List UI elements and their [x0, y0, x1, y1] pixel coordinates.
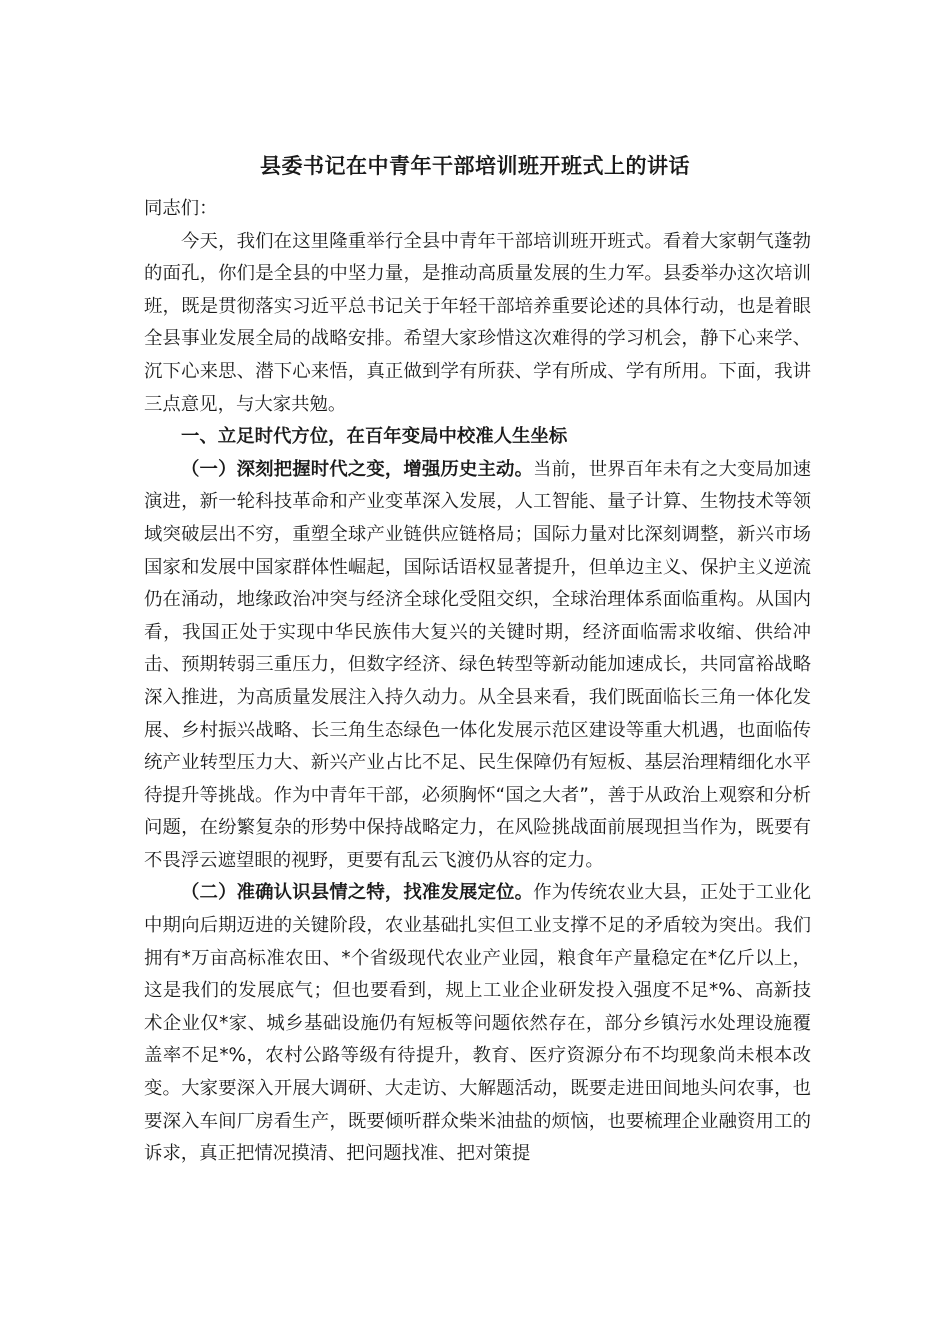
- intro-paragraph: 今天，我们在这里隆重举行全县中青年干部培训班开班式。看着大家朝气蓬勃的面孔，你们是全县的中坚力量，是推动高质量发展的生力军。县委举办这次培训班，既是贯彻落实习近平总书记关于年轻干部培养重要论述的具体行动，也是着眼全县事业发展全局的战略安排。希望大家珍惜这次难得的学习机会，静下心来学、沉下心来思、潜下心来悟，真正做到学有所获、学有所成、学有所用。下面，我讲三点意见，与大家共勉。: [144, 230, 811, 415]
- document-title: 县委书记在中青年干部培训班开班式上的讲话: [260, 154, 690, 178]
- subsection-text-1: 当前，世界百年未有之大变局加速演进，新一轮科技革命和产业变革深入发展，人工智能、量子计算、生物技术等领域突破层出不穷，重塑全球产业链供应链格局；国际力量对比深刻调整，新兴市场国家和发展中国家群体性崛起，国际话语权显著提升，但单边主义、保护主义逆流仍在涌动，地缘政治冲突与经济全球化受阻交织，全球治理体系面临重构。从国内看，我国正处于实现中华民族伟大复兴的关键时期，经济面临需求收缩、供给冲击、预期转弱三重压力，但数字经济、绿色转型等新动能加速成长，共同富裕战略深入推进，为高质量发展注入持久动力。从全县来看，我们既面临长三角一体化发展、乡村振兴战略、长三角生态绿色一体化发展示范区建设等重大机遇，也面临传统产业转型压力大、新兴产业占比不足、民生保障仍有短板、基层治理精细化水平待提升等挑战。作为中青年干部，必须胸怀“国之大者”，善于从政治上观察和分析问题，在纷繁复杂的形势中保持战略定力，在风险挑战面前展现担当作为，既要有不畏浮云遮望眼的视野，更要有乱云飞渡仍从容的定力。: [144, 458, 811, 871]
- subsection-lead-2: （二）准确认识县情之特，找准发展定位。: [181, 882, 534, 904]
- section-heading-1: 一、立足时代方位，在百年变局中校准人生坐标: [181, 426, 568, 448]
- document-body: [144, 193, 811, 1171]
- subsection-text-2: 作为传统农业大县，正处于工业化中期向后期迈进的关键阶段，农业基础扎实但工业支撑不足的矛盾较为突出。我们拥有*万亩高标准农田、*个省级现代农业产业园，粮食年产量稳定在*亿斤以上，这是我们的发展底气；但也要看到，规上工业企业研发投入强度不足*%、高新技术企业仅*家、城乡基础设施仍有短板等问题依然存在，部分乡镇污水处理设施覆盖率不足*%，农村公路等级有待提升，教育、医疗资源分布不均现象尚未根本改变。大家要深入开展大调研、大走访、大解题活动，既要走进田间地头问农事，也要深入车间厂房看生产，既要倾听群众柴米油盐的烦恼，也要梳理企业融资用工的诉求，真正把情况摸清、把问题找准、把对策提: [144, 882, 811, 1165]
- subsection-paragraph-2: [144, 877, 811, 1170]
- salutation: 同志们：: [144, 198, 218, 219]
- subsection-paragraph-1: [144, 454, 811, 878]
- subsection-lead-1: （一）深刻把握时代之变，增强历史主动。: [181, 458, 534, 480]
